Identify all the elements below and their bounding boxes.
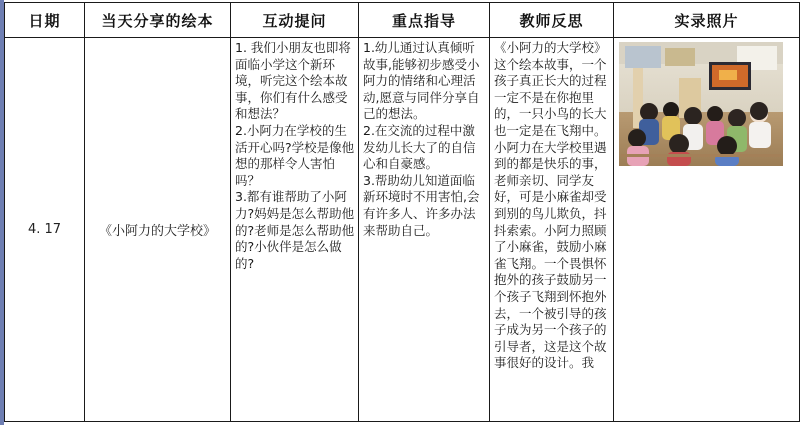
guidance-item: 2.在交流的过程中激发幼儿长大了的自信心和自豪感。 bbox=[363, 122, 476, 172]
book-cell: 《小阿力的大学校》 bbox=[85, 38, 231, 422]
record-table bbox=[4, 2, 800, 422]
header-row bbox=[5, 3, 800, 38]
guidance-cell bbox=[359, 38, 490, 422]
guidance-item: 1.幼儿通过认真倾听故事,能够初步感受小阿力的情绪和心理活动,愿意与同伴分享自己的想法。 bbox=[363, 40, 480, 122]
header-reflection: 教师反思 bbox=[490, 3, 614, 38]
reflection-cell bbox=[490, 38, 614, 422]
header-date: 日期 bbox=[5, 3, 85, 38]
reflection-text: 《小阿力的大学校》这个绘本故事，一个孩子真正长大的过程一定不是在你抱里的，一只小鸟的长大也一定是在飞翔中。小阿力在大学校里遇到的都是快乐的事，老师亲切、同学友好，可是小麻雀却受到别的鸟儿欺负，抖抖索索。小阿力照顾了小麻雀，鼓励小麻雀飞翔。一个畏惧怀抱外的孩子鼓励另一个孩子飞翔到怀抱外去，一个被引导的孩子成为另一个孩子的引导者，这是这个故事很好的设计。我 bbox=[494, 40, 607, 371]
header-questions: 互动提问 bbox=[231, 3, 359, 38]
question-item: 3.都有谁帮助了小阿力?妈妈是怎么帮助他的?老师是怎么帮助他的?小伙伴是怎么做的? bbox=[235, 189, 355, 271]
date-cell: 4. 17 bbox=[5, 38, 85, 422]
guidance-item: 3.帮助幼儿知道面临新环境时不用害怕,会有许多人、许多办法来帮助自己。 bbox=[363, 172, 480, 238]
question-item: 2.小阿力在学校的生活开心吗?学校是像他想的那样令人害怕吗？ bbox=[235, 122, 355, 188]
header-guidance: 重点指导 bbox=[359, 3, 490, 38]
question-item: 1. 我们小朋友也即将面临小学这个新环境，听完这个绘本故事，你们有什么感受和想法？ bbox=[235, 40, 351, 122]
photo-cell bbox=[614, 38, 800, 422]
table-row bbox=[5, 38, 800, 422]
questions-cell bbox=[231, 38, 359, 422]
header-photo: 实录照片 bbox=[614, 3, 800, 38]
header-book: 当天分享的绘本 bbox=[85, 3, 231, 38]
classroom-photo bbox=[619, 42, 783, 166]
classroom-photo-icon bbox=[619, 42, 783, 166]
